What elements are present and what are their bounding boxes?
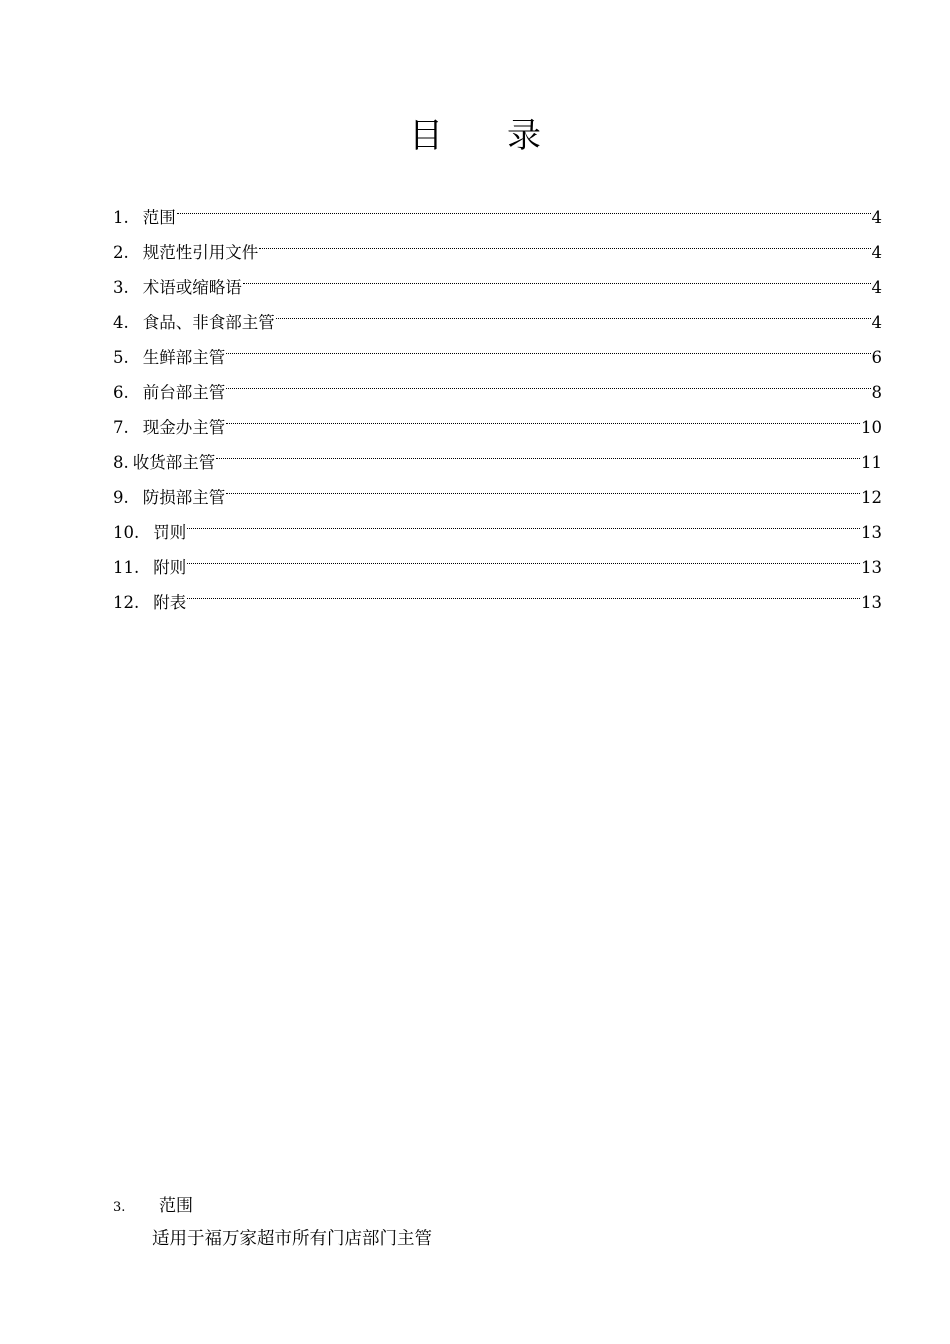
toc-title [0, 112, 950, 160]
toc-entry[interactable] [113, 363, 882, 402]
toc-dot-leader [276, 293, 871, 328]
toc-entry-label: 食品、非食部主管 [142, 313, 275, 332]
toc-entry-number: 1. [113, 208, 129, 227]
toc-entry-page: 6 [871, 348, 882, 367]
toc-dot-leader [187, 538, 860, 573]
toc-entry-number: 10. [113, 523, 140, 542]
toc-entry-page: 4 [871, 208, 882, 227]
toc-entry-number: 6. [113, 383, 129, 402]
toc-entry[interactable] [113, 538, 882, 577]
toc-entry[interactable] [113, 328, 882, 367]
toc-entry-page: 13 [861, 523, 882, 542]
toc-entry[interactable] [113, 223, 882, 262]
toc-dot-leader [226, 328, 870, 363]
toc-entry-label: 术语或缩略语 [142, 278, 242, 297]
toc-entry-page: 13 [861, 593, 882, 612]
toc-entry-label: 规范性引用文件 [142, 243, 259, 262]
toc-entry-page: 8 [871, 383, 882, 402]
toc-dot-leader [243, 258, 871, 293]
toc-entry-label: 生鲜部主管 [142, 348, 226, 367]
toc-entry[interactable] [113, 433, 882, 472]
toc-dot-leader [226, 398, 860, 433]
toc-title-char-1: 目 [409, 116, 443, 156]
toc-dot-leader [226, 468, 860, 503]
toc-dot-leader [187, 503, 860, 538]
toc-title-char-2: 录 [507, 116, 541, 156]
toc-entry-page: 10 [861, 418, 882, 437]
toc-entry[interactable] [113, 503, 882, 542]
toc-entry-number: 7. [113, 418, 129, 437]
toc-entry-label: 范围 [142, 208, 176, 227]
toc-entry-number: 2. [113, 243, 129, 262]
toc-entry-number: 5. [113, 348, 129, 367]
toc-list [113, 188, 882, 612]
toc-entry-page: 12 [861, 488, 882, 507]
toc-entry-page: 13 [861, 558, 882, 577]
toc-dot-leader [259, 223, 870, 258]
toc-entry-label: 现金办主管 [142, 418, 226, 437]
toc-entry[interactable] [113, 398, 882, 437]
toc-dot-leader [177, 188, 871, 223]
toc-entry-page: 4 [871, 278, 882, 297]
section-heading [113, 1192, 193, 1222]
toc-dot-leader [216, 433, 860, 468]
section-body-text: 适用于福万家超市所有门店部门主管 [152, 1229, 432, 1249]
toc-entry-number: 4. [113, 313, 129, 332]
toc-entry-label: 附则 [153, 558, 187, 577]
toc-entry-number: 3. [113, 278, 129, 297]
toc-entry-page: 11 [861, 453, 882, 472]
toc-entry-page: 4 [871, 243, 882, 262]
toc-entry-number: 9. [113, 488, 129, 507]
toc-entry-number: 8. [113, 453, 129, 472]
toc-entry-label: 附表 [153, 593, 187, 612]
section-heading-text: 范围 [159, 1196, 193, 1216]
toc-dot-leader [226, 363, 870, 398]
toc-dot-leader [187, 573, 860, 608]
toc-entry[interactable] [113, 188, 882, 227]
toc-entry-number: 12. [113, 593, 140, 612]
toc-entry-number: 11. [113, 558, 140, 577]
toc-entry[interactable] [113, 573, 882, 612]
section-number: 3. [113, 1200, 126, 1215]
toc-entry-label: 罚则 [153, 523, 187, 542]
toc-entry-label: 防损部主管 [142, 488, 226, 507]
toc-entry-label: 前台部主管 [142, 383, 226, 402]
toc-entry[interactable] [113, 468, 882, 507]
toc-entry-label: 收货部主管 [132, 453, 216, 472]
toc-entry-page: 4 [871, 313, 882, 332]
